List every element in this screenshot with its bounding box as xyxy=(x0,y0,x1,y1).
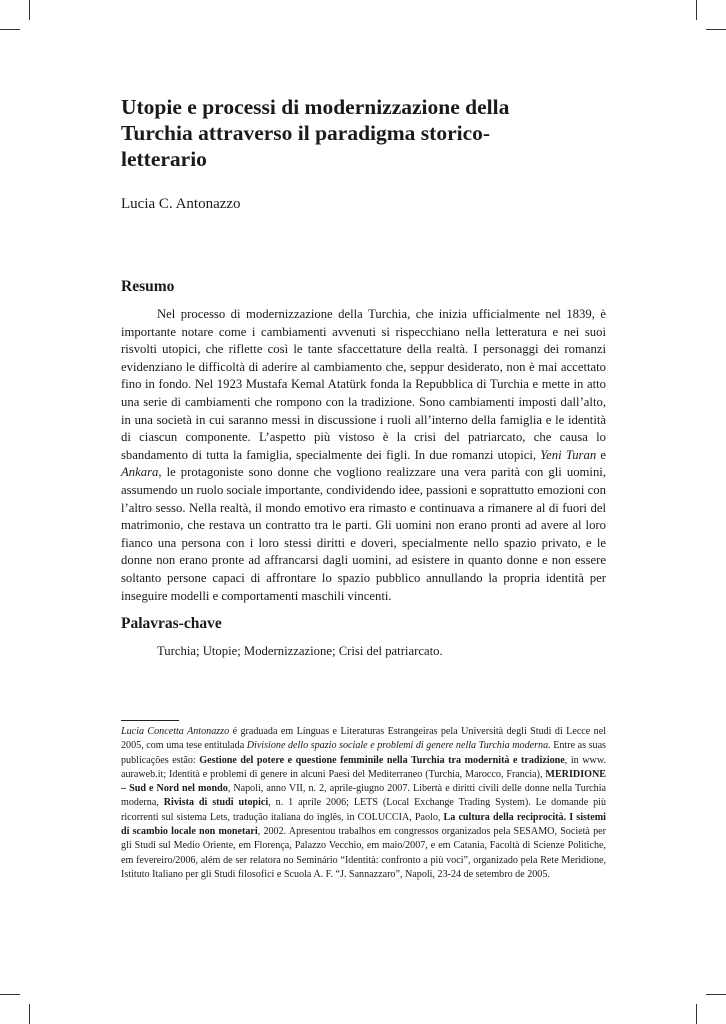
footnote-publication-title: MERIDIONE – Sud e Nord nel mondo xyxy=(121,768,606,795)
footnote-text: Entre as suas publicações estão: xyxy=(121,740,606,766)
article-title: Utopie e processi di modernizzazione della Turchia attraverso il paradigma storico-letterario xyxy=(121,95,510,171)
abstract-text-part2: , le protagoniste sono donne che vogliono realizzare una vera parità con gli uomini, assumendo un ruolo sociale importante, condividendo idee, passioni e soprattutto emozioni con l’altro sesso. Nella realtà, il mondo emotivo era rimasto e continuava a rimanere al di fuori del matrimonio, che restava un contratto tra le parti. Gli uomini non erano pronti ad avere al loro fianco una persona con i loro stessi diritti e doveri, specialmente nello spazio privato, e le donne non erano pronte ad affrancarsi dagli uomini, ad esistere in quanto donne e non essere soltanto persone capaci di affrontare lo spazio pubblico annullando la propria identità per inseguire modelli e comportamenti maschili vincenti. xyxy=(121,465,606,603)
footnote-text: , Napoli, anno VII, n. 2, aprile-giugno 2007. Libertà e diritti civili delle donne nella Turchia moderna, xyxy=(121,783,606,809)
crop-mark-top-right-h xyxy=(706,29,726,30)
crop-mark-bottom-right-v xyxy=(696,1004,697,1024)
footnote-author-name: Lucia Concetta Antonazzo xyxy=(121,726,230,737)
crop-mark-top-left-h xyxy=(0,29,20,30)
crop-mark-bottom-left-v xyxy=(29,1004,30,1024)
footnote-thesis-title: Divisione dello spazio sociale e problemi di genere nella Turchia moderna. xyxy=(246,740,551,752)
crop-mark-bottom-left-h xyxy=(0,994,20,995)
footnote-publication-title: La cultura della reciprocità. I sistemi di scambio locale non monetari xyxy=(121,811,606,838)
abstract-heading: Resumo xyxy=(121,278,175,295)
abstract-body xyxy=(121,306,606,605)
crop-mark-bottom-right-h xyxy=(706,994,726,995)
crop-mark-top-left-v xyxy=(29,0,30,20)
footnote-publication-title: Rivista di studi utopici xyxy=(163,797,269,809)
footnote-text: é graduada em Línguas e Literaturas Estrangeiras pela Università degli Studi di Lecce nel 2005, com uma tese entitulada xyxy=(121,726,607,752)
novel-title-ankara: Ankara xyxy=(121,465,159,480)
abstract-text-part1: Nel processo di modernizzazione della Turchia, che inizia ufficialmente nel 1839, è importante notare come i cambiamenti avvenuti si rispecchiano nella letteratura e nei suoi risvolti utopici, che riflette così le tante sfaccettature della realtà. I personaggi dei romanzi evidenziano le difficoltà di aderire al cambiamento che, seppur desiderato, non è mai accettato fino in fondo. Nel 1923 Mustafa Kemal Atatürk fonda la Repubblica di Turchia e mette in atto una serie di cambiamenti che rompono con la tradizione. Sono cambiamenti imposti dall’alto, in una società in cui saranno messi in discussione i ruoli all’interno della famiglia e le identità di ciascun componente. L’aspetto più vistoso è la crisi del patriarcato, che causa lo sbandamento di tutta la famiglia, specialmente dei figli. In due romanzi utopici, xyxy=(121,307,606,462)
footnote-text: , in www. auraweb.it; Identità e problemi di genere in alcuni Paesi del Mediterraneo (Turchia, Marocco, Francia), xyxy=(121,754,606,780)
crop-mark-top-right-v xyxy=(696,0,697,20)
author-footnote xyxy=(121,725,606,882)
author-name: Lucia C. Antonazzo xyxy=(121,196,241,212)
footnote-publication-title: Gestione del potere e questione femminile nella Turchia tra modernità e tradizione xyxy=(199,754,565,766)
footnote-separator xyxy=(121,720,179,721)
abstract-conjunction: e xyxy=(596,447,607,462)
footnote-text: , n. 1 aprile 2006; LETS (Local Exchange Trading System). Le domande più ricorrenti sul sistema Lets, tradução italiana do inglês, in COLUCCIA, Paolo, xyxy=(121,797,606,823)
footnote-text: , 2002. Apresentou trabalhos em congressos organizados pela SESAMO, Società per gli Studi sul Medio Oriente, em Florença, Palazzo Vecchio, em maio/2007, e em Catania, Facoltà di Scienze Politiche, em fevereiro/2006, além de ser relatora no Seminário “Identità: confronto a più voci”, organizado pela Rete Meridione, Istituto Italiano per gli Studi filosofici e Scuola A. F. “J. Sannazzaro”, Napoli, 23-24 de setembro de 2005. xyxy=(121,826,606,880)
keywords-list: Turchia; Utopie; Modernizzazione; Crisi del patriarcato. xyxy=(157,644,443,658)
keywords-heading: Palavras-chave xyxy=(121,615,222,632)
novel-title-yeni-turan: Yeni Turan xyxy=(540,447,597,462)
